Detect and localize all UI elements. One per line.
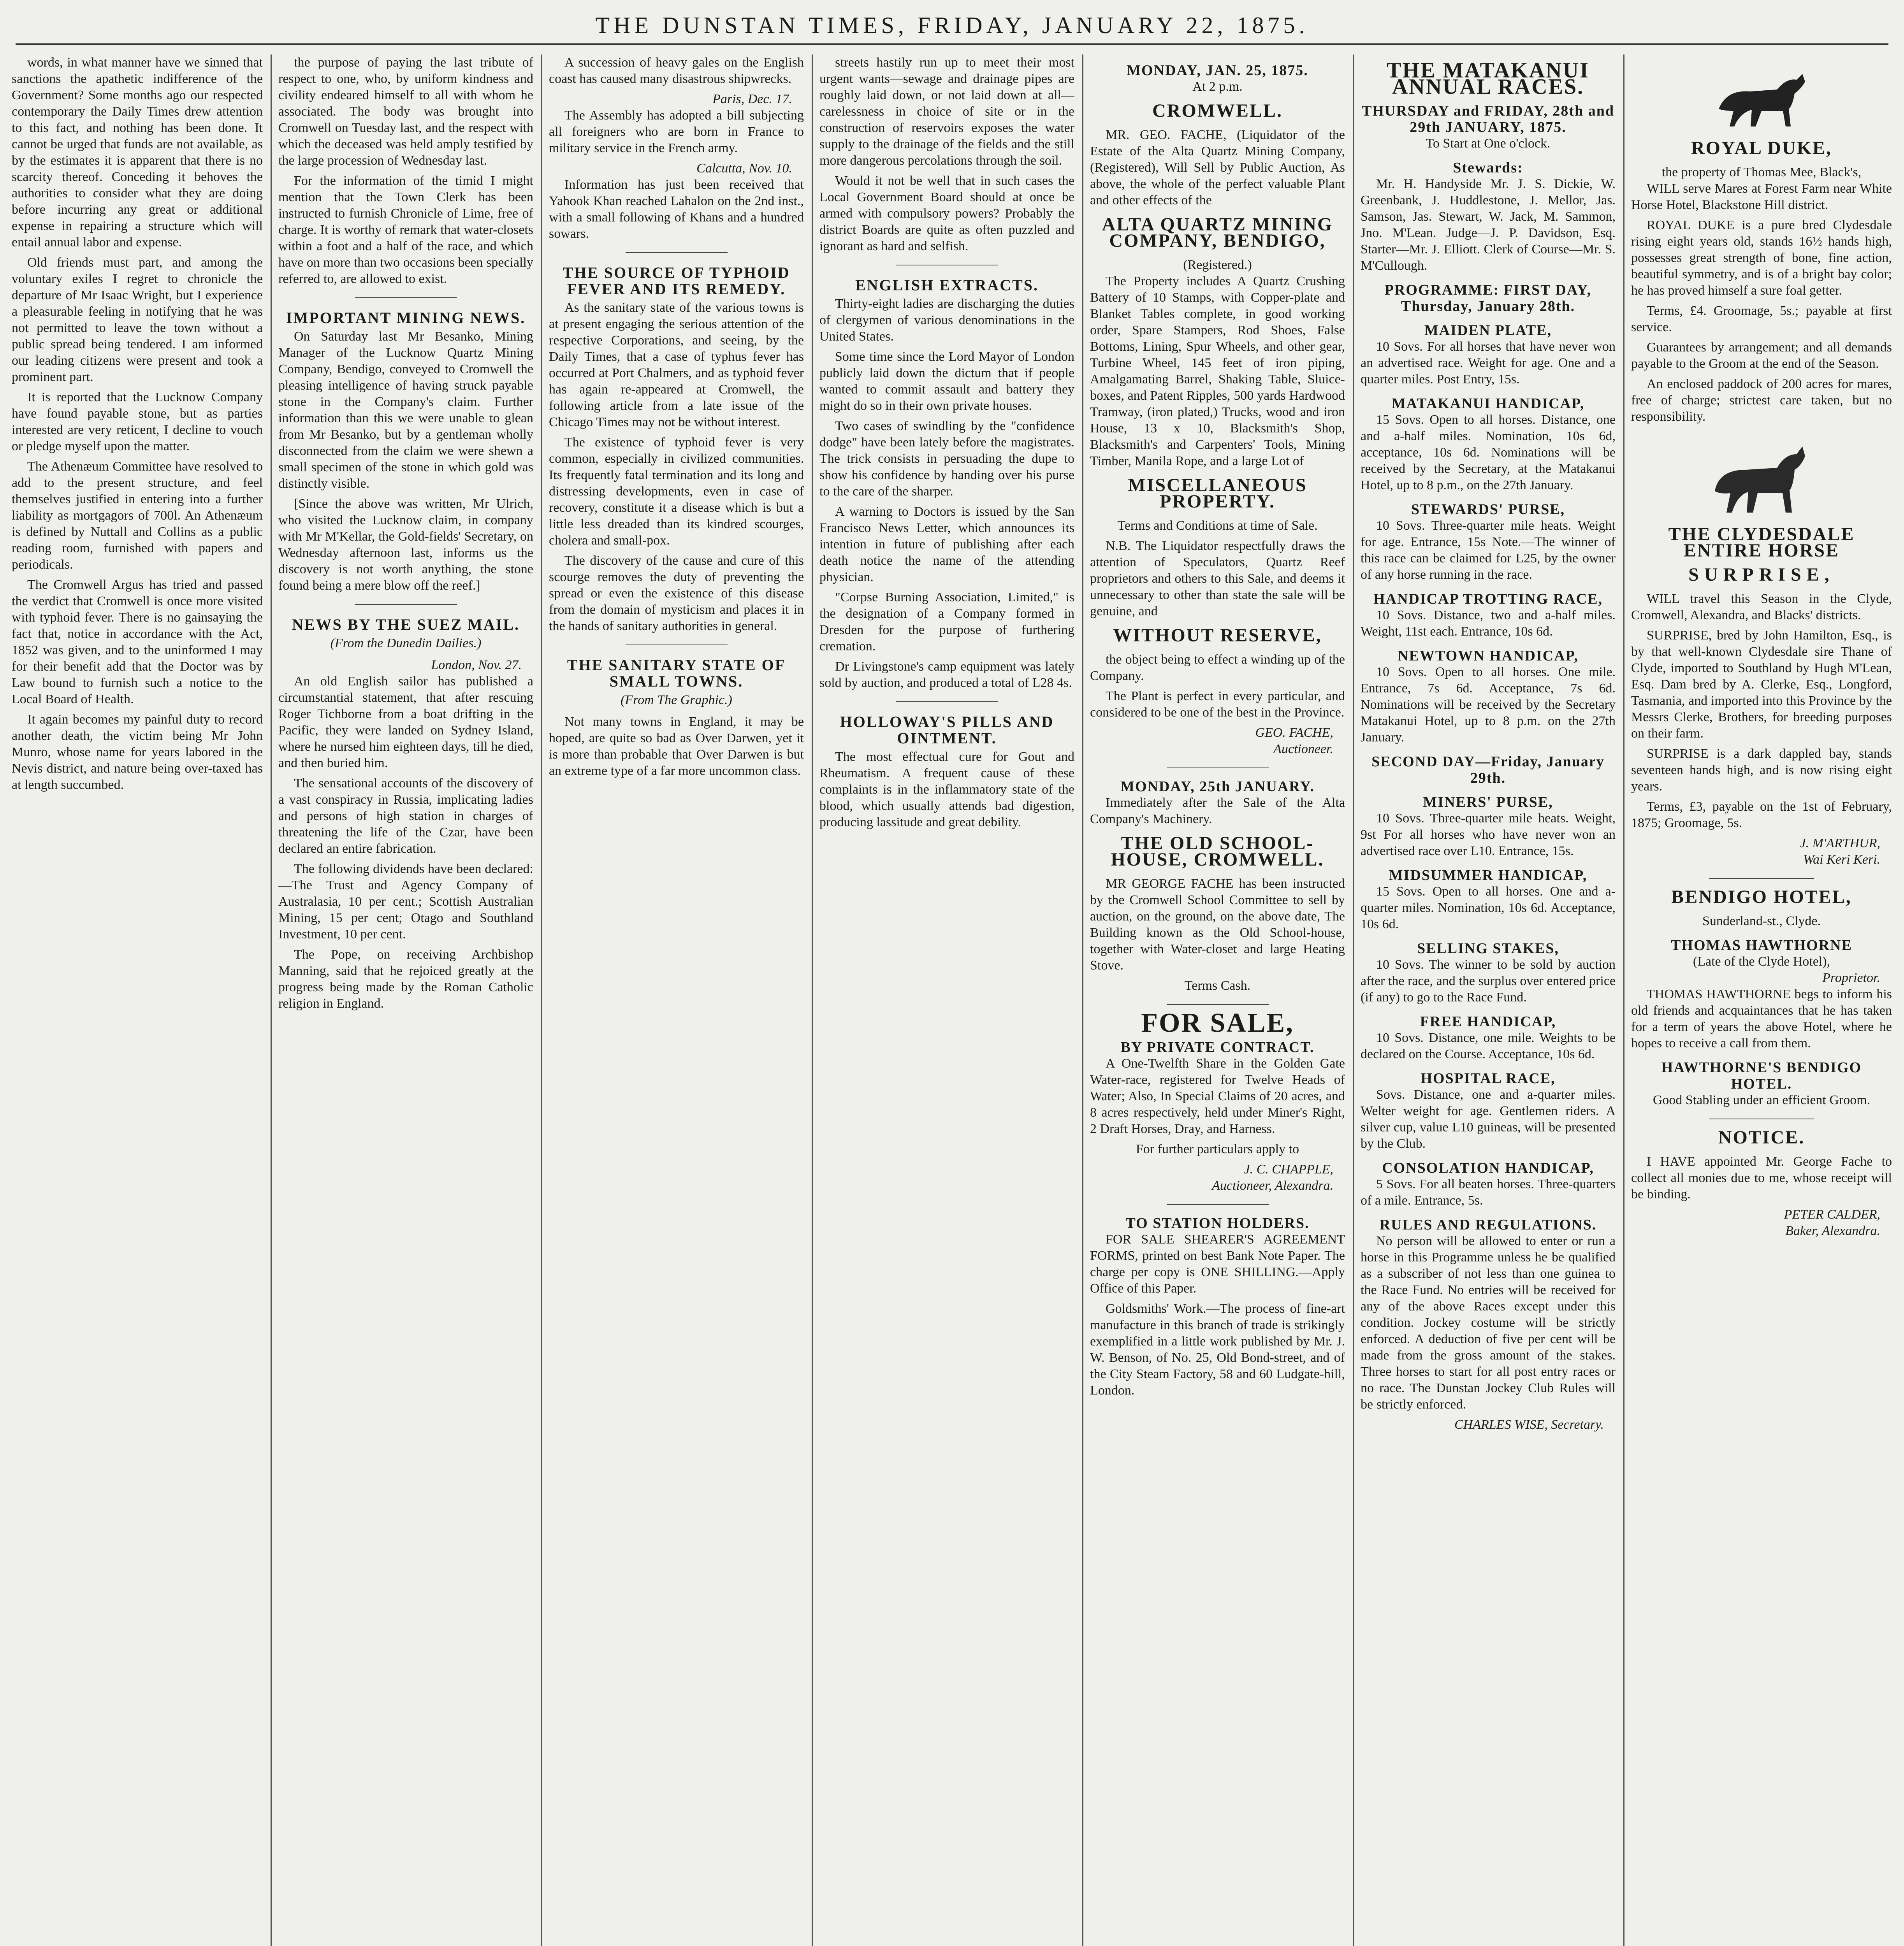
- programme-day: SECOND DAY—Friday, January 29th.: [1371, 753, 1605, 786]
- notice-title: NOTICE.: [1718, 1127, 1805, 1148]
- separator: [896, 701, 998, 702]
- ad-heading: TO STATION HOLDERS.: [1125, 1215, 1310, 1231]
- ad-signature: GEO. FACHE,: [1255, 725, 1333, 740]
- ad-text: the object being to effect a winding up of the Company.: [1090, 652, 1345, 683]
- ad-signature-title: Wai Keri Keri.: [1803, 852, 1880, 867]
- stallion-name: SURPRISE,: [1688, 564, 1835, 585]
- column-rule: [541, 54, 542, 1946]
- race-details: 10 Sovs. For all horses that have never won an advertised race. Weight for age. One and a quarter miles. Post Entry, 15s.: [1361, 339, 1616, 386]
- masthead-title: THE DUNSTAN TIMES, FRIDAY, JANUARY 22, 1875.: [595, 12, 1309, 38]
- horse-icon: [1699, 433, 1824, 518]
- column-5: [1090, 54, 1345, 1946]
- article-paragraph: Would it not be well that in such cases the Local Government Board should at once be armed with compulsory powers? Probably the district Boards are quite as often puzzled and ignorant as hard and selfish.: [819, 174, 1074, 253]
- proprietor-title: Proprietor.: [1822, 971, 1880, 985]
- article-subheading: (From the Dunedin Dailies.): [330, 636, 482, 650]
- ad-text: MR GEORGE FACHE has been instructed by the Cromwell School Committee to sell by auction, on the ground, on the above date, The Building known as the Old School-house, together with Water-closet and large Heating Stove.: [1090, 876, 1345, 973]
- ad-reserve: WITHOUT RESERVE,: [1113, 625, 1322, 646]
- separator: [1167, 1004, 1269, 1005]
- article-heading: HOLLOWAY'S PILLS AND OINTMENT.: [840, 713, 1054, 747]
- column-rule: [812, 54, 813, 1946]
- article-paragraph: The discovery of the cause and cure of this scourge removes the duty of preventing the spread or even the existence of this disease from the domain of mysticism and places it in the hands of sanitary authorities in general.: [549, 553, 804, 633]
- ad-text: MR. GEO. FACHE, (Liquidator of the Estate of the Alta Quartz Mining Company, (Registered), Will Sell by Public Auction, As above, the whole of the perfect valuable Plant and other effects of the: [1090, 128, 1345, 207]
- race-start: To Start at One o'clock.: [1426, 136, 1551, 151]
- column-rule: [271, 54, 272, 1946]
- ad-text: Guarantees by arrangement; and all demands payable to the Groom at the end of the Season.: [1631, 340, 1892, 371]
- race-details: 10 Sovs. Distance, two and a-half miles. Weight, 11st each. Entrance, 10s 6d.: [1361, 608, 1616, 639]
- ad-text: Good Stabling under an efficient Groom.: [1653, 1093, 1871, 1107]
- stewards-list: Mr. H. Handyside Mr. J. S. Dickie, W. Greenbank, J. Huddlestone, J. Mellor, Jas. Samson, Jas. Stewart, W. Jack, M. Sammon, Jno. M'Lean. Judge—J. P. Davidson, Esq. Starter—Mr. J. Elliott. Clerk of Course—Mr. S. M'Cullough.: [1361, 177, 1616, 273]
- race-name: MINERS' PURSE,: [1423, 794, 1553, 810]
- article-paragraph: The Cromwell Argus has tried and passed the verdict that Cromwell is once more visited with typhoid fever. There is no gainsaying the fact that, notice in accordance with the Act, 1852 was given, and to the uninformed I may for their benefit add that the Doctor was by Law bound to furnish such a notice to the Local Board of Health.: [12, 578, 263, 706]
- stallion-owner: the property of Thomas Mee, Black's,: [1661, 165, 1862, 179]
- secretary-signature: CHARLES WISE, Secretary.: [1454, 1417, 1604, 1432]
- race-details: 15 Sovs. Open to all horses. One and a-quarter miles. Nomination, 10s 6d. Acceptance, 10s 6d.: [1361, 884, 1616, 931]
- masthead: [16, 8, 1888, 45]
- ad-text: N.B. The Liquidator respectfully draws the attention of Speculators, Quartz Reef proprietors and others to this Sale, and deems it unnecessary to other than state the sale will be genuine, and: [1090, 539, 1345, 618]
- column-rule: [1623, 54, 1624, 1946]
- proprietor-name: THOMAS HAWTHORNE: [1671, 937, 1852, 954]
- ad-text: Terms, £4. Groomage, 5s.; payable at first service.: [1631, 304, 1892, 334]
- article-paragraph: Old friends must part, and among the voluntary exiles I regret to chronicle the departure of Mr Isaac Wright, but I experience a pleasurable feeling in notifying that he was not permitted to leave the town without a public spread being tendered. I am informed our leading citizens were present and took a prominent part.: [12, 255, 263, 384]
- ad-text: ROYAL DUKE is a pure bred Clydesdale rising eight years old, stands 16½ hands high, possesses great strength of bone, fine action, beautiful symmetry, and is of a bright bay color; he has proved himself a sure foal getter.: [1631, 218, 1892, 298]
- article-paragraph: [Since the above was written, Mr Ulrich, who visited the Lucknow claim, in company with Mr M'Kellar, the Gold-fields' Secretary, on Wednesday afternoon last, informs us the discovery is not worth anything, the stone found being a mere blow off the reef.]: [278, 497, 533, 593]
- race-details: 10 Sovs. Three-quarter mile heats. Weight, 9st For all horses who have never won an advertised race over L10. Entrance, 15s.: [1361, 811, 1616, 858]
- article-paragraph: As the sanitary state of the various towns is at present engaging the serious attention of the respective Corporations, and seeing, by the Daily Times, that a case of typhus fever has occurred at Port Chalmers, and as typhoid fever has again re-appeared at Cromwell, the following article from a late issue of the Chicago Times may not be without interest.: [549, 300, 804, 429]
- race-name: CONSOLATION HANDICAP,: [1382, 1160, 1594, 1176]
- ad-text: A One-Twelfth Share in the Golden Gate Water-race, registered for Twelve Heads of Water; Also, In Special Claims of 20 acres, and 8 acres respectively, held under Miner's Right, 2 Draft Horses, Dray, and Harness.: [1090, 1056, 1345, 1136]
- race-name: FREE HANDICAP,: [1420, 1013, 1556, 1030]
- column-7: [1631, 54, 1892, 1946]
- article-paragraph: A warning to Doctors is issued by the San Francisco News Letter, which announces its intention in future of publishing after each death notice the name of the attending physician.: [819, 504, 1074, 584]
- article-heading: THE SOURCE OF TYPHOID FEVER AND ITS REMEDY.: [563, 264, 790, 298]
- article-paragraph: The Assembly has adopted a bill subjecting all foreigners who are born in France to military service in the French army.: [549, 108, 804, 155]
- ad-time: At 2 p.m.: [1192, 79, 1243, 94]
- article-paragraph: The most effectual cure for Gout and Rheumatism. A frequent cause of these complaints is in the inflammatory state of the blood, which usually attends bad digestion, producing lassitude and great debility.: [819, 750, 1074, 829]
- programme-day: PROGRAMME: FIRST DAY, Thursday, January 28th.: [1384, 282, 1592, 314]
- article-paragraph: For the information of the timid I might mention that the Town Clerk has been instructed to furnish Chronicle of Lime, free of charge. It is worthy of remark that water-closets within a foot and a half of the race, and which have on more than two occasions been specially referred to, are allowed to exist.: [278, 174, 533, 286]
- separator: [355, 297, 457, 298]
- article-paragraph: Dr Livingstone's camp equipment was lately sold by auction, and produced a total of L28 4s.: [819, 659, 1074, 690]
- column-4: [819, 54, 1074, 1946]
- dateline: Paris, Dec. 17.: [712, 92, 792, 106]
- race-details: 10 Sovs. The winner to be sold by auction after the race, and the surplus over entered price (if any) to go to the Race Fund.: [1361, 957, 1616, 1005]
- ad-signature: J. C. CHAPPLE,: [1244, 1162, 1333, 1177]
- hotel-title: BENDIGO HOTEL,: [1671, 887, 1852, 907]
- stallion-title: ROYAL DUKE,: [1691, 138, 1832, 158]
- article-paragraph: The existence of typhoid fever is very common, especially in civilized communities. Its frequently fatal termination and its long and distressing developments, even in case of recovery, constitute it a disease which is but a little less dreaded than its kindred scourges, cholera and small-pox.: [549, 435, 804, 548]
- separator: [626, 252, 728, 253]
- race-name: NEWTOWN HANDICAP,: [1398, 648, 1579, 664]
- article-paragraph: Not many towns in England, it may be hoped, are quite so bad as Over Darwen, yet it is more than probable that Over Darwen is but an extreme type of a far more uncommon class.: [549, 715, 804, 778]
- stewards-heading: Stewards:: [1453, 160, 1523, 176]
- ad-text: The Plant is perfect in every particular, and considered to be one of the best in the Province.: [1090, 689, 1345, 720]
- ad-date: MONDAY, 25th JANUARY.: [1120, 778, 1315, 795]
- race-name: MIDSUMMER HANDICAP,: [1389, 867, 1588, 883]
- ad-subheading: BY PRIVATE CONTRACT.: [1120, 1039, 1315, 1056]
- ad-signature: J. M'ARTHUR,: [1800, 836, 1880, 850]
- race-name: MATAKANUI HANDICAP,: [1391, 395, 1585, 412]
- ad-text: An enclosed paddock of 200 acres for mares, free of charge; strictest care taken, but no responsibility.: [1631, 377, 1892, 424]
- race-details: 10 Sovs. Three-quarter mile heats. Weight for age. Entrance, 15s Note.—The winner of this race can be claimed for L25, by the owner of any horse running in the race.: [1361, 518, 1616, 582]
- article-paragraph: It is reported that the Lucknow Company have found payable stone, but as parties interested are very reticent, I decline to vouch or pledge myself upon the matter.: [12, 390, 263, 453]
- article-subheading: (From The Graphic.): [621, 693, 732, 707]
- article-paragraph: the purpose of paying the last tribute of respect to one, who, by uniform kindness and civility endeared himself to all with whom he associated. The body was brought into Cromwell on Tuesday last, and the respect with which the deceased was held amply testified by the large procession of Wednesday last.: [278, 55, 533, 168]
- ad-registered: (Registered.): [1183, 258, 1252, 272]
- separator: [1709, 878, 1814, 879]
- article-paragraph: The Pope, on receiving Archbishop Manning, said that he rejoiced greatly at the progress being made by the Roman Catholic religion in England.: [278, 947, 533, 1011]
- article-paragraph: An old English sailor has published a circumstantial statement, that after rescuing Roger Tichborne from a boat drifting in the Pacific, they were landed on Sydney Island, where he nursed him eighteen days, till he died, and then buried him.: [278, 674, 533, 770]
- article-paragraph: The Athenæum Committee have resolved to add to the present structure, and feel themselves justified in entering into a further liability as mortgagors of 700l. An Athenæum is defined by Nuttall and Collins as a public reading room, furnished with papers and periodicals.: [12, 459, 263, 572]
- rules-heading: RULES AND REGULATIONS.: [1379, 1217, 1597, 1233]
- column-2: [278, 54, 533, 1946]
- article-paragraph: On Saturday last Mr Besanko, Mining Manager of the Lucknow Quartz Mining Company, Bendigo, conveyed to Cromwell the pleasing intelligence of having struck payable stone in the Company's claim. Further information than this we were unable to glean from Mr Besanko, but by a gentleman wholly disconnected from the claim we were shewn a small specimen of the stone in which gold was distinctly visible.: [278, 329, 533, 491]
- column-rule: [1082, 54, 1083, 1946]
- hotel-address: Sunderland-st., Clyde.: [1702, 914, 1821, 928]
- stallion-title: THE CLYDESDALE ENTIRE HORSE: [1668, 524, 1855, 561]
- race-name: MAIDEN PLATE,: [1424, 322, 1552, 339]
- ad-text: THOMAS HAWTHORNE begs to inform his old friends and acquaintances that he has taken for a term of years the above Hotel, where he hopes to receive a call from them.: [1631, 987, 1892, 1050]
- ad-signature-title: Auctioneer, Alexandra.: [1212, 1178, 1333, 1193]
- race-name: STEWARDS' PURSE,: [1411, 501, 1565, 518]
- race-details: 10 Sovs. Open to all horses. One mile. Entrance, 7s 6d. Acceptance, 7s 6d. Nominations will be received by the Secretary Matakanui Hotel, up to 8 p.m. on the 27th January.: [1361, 665, 1616, 745]
- race-details: 15 Sovs. Open to all horses. Distance, one and a-half miles. Nomination, 10s 6d, acceptance, 10s 6d. Nominations will be received by the Secretary, at the Matakanui Hotel, up to 8 p.m., on the 27th January.: [1361, 413, 1616, 492]
- column-6: [1361, 54, 1616, 1946]
- horse-icon: [1703, 62, 1820, 132]
- article-paragraph: A succession of heavy gales on the English coast has caused many disastrous shipwrecks.: [549, 55, 804, 86]
- dateline: Calcutta, Nov. 10.: [696, 161, 792, 176]
- article-paragraph: streets hastily run up to meet their most urgent wants—sewage and drainage pipes are roughly laid down, or not laid down at all—carelessness in choice of site or in the construction of reservoirs exposes the water supply to the drainage of the fields and the still more dangerous percolations through the soil.: [819, 55, 1074, 168]
- ad-text: For further particulars apply to: [1136, 1142, 1299, 1156]
- race-details: 10 Sovs. Distance, one mile. Weights to be declared on the Course. Acceptance, 10s 6d.: [1361, 1031, 1616, 1061]
- ad-text: Immediately after the Sale of the Alta Company's Machinery.: [1090, 796, 1345, 826]
- ad-signature: PETER CALDER,: [1784, 1207, 1880, 1222]
- race-name: HANDICAP TROTTING RACE,: [1373, 591, 1603, 607]
- article-paragraph: The sensational accounts of the discovery of a vast conspiracy in Russia, implicating ladies and persons of high station in charges of threatening the life of the Czar, have been declared an entire fabrication.: [278, 776, 533, 856]
- article-paragraph: words, in what manner have we sinned that sanctions the apathetic indifference of the Government? Some months ago our respected contemporary the Daily Times drew attention to this fact, and nothing has been done. It cannot be urged that funds are not available, as by the estimates it is apparent that there is no scarcity thereof. Conceding it behoves the authorities to consider what they are doing before incurring any great or additional expense in repairing a structure which will entail annual labor and expense.: [12, 55, 263, 249]
- ad-heading: FOR SALE,: [1141, 1008, 1294, 1038]
- ad-misc: MISCELLANEOUS PROPERTY.: [1128, 475, 1307, 512]
- ad-text: WILL travel this Season in the Clyde, Cromwell, Alexandra, and Blacks' districts.: [1631, 592, 1892, 622]
- separator: [355, 604, 457, 605]
- ad-text: The Property includes A Quartz Crushing Battery of 10 Stamps, with Copper-plate and Blanket Tables complete, in good working order, Spare Stampers, Rod Shoes, False Bottoms, Lining, Spur Wheels, and other gear, Turbine Wheel, 145 feet of iron piping, Amalgamating Barrel, Shaking Table, Sluice-boxes, and Patent Ripples, 500 yards Hardwood Tramway, (iron plated,) Trucks, wood and iron House, 13 x 10, Blacksmith's Shop, Blacksmith's and Carpenters' Tools, Mining Timber, Manila Rope, and a large Lot of: [1090, 274, 1345, 468]
- race-details: 5 Sovs. For all beaten horses. Three-quarters of a mile. Entrance, 5s.: [1361, 1177, 1616, 1208]
- column-rule: [1353, 54, 1354, 1946]
- ad-text: WILL serve Mares at Forest Farm near White Horse Hotel, Blackstone Hill district.: [1631, 181, 1892, 212]
- column-1: [12, 54, 263, 1946]
- article-paragraph: The following dividends have been declared:—The Trust and Agency Company of Australasia, 10 per cent.; Scottish Australian Mining, 15 per cent; Otago and Southland Investment, 10 per cent.: [278, 862, 533, 941]
- article-paragraph: Thirty-eight ladies are discharging the duties of clergymen of various denominations in the United States.: [819, 297, 1074, 344]
- ad-text: Terms, £3, payable on the 1st of February, 1875; Groomage, 5s.: [1631, 799, 1892, 830]
- column-3: [549, 54, 804, 1946]
- race-meeting-title: THE MATAKANUI ANNUAL RACES.: [1387, 58, 1589, 99]
- hotel-name: HAWTHORNE'S BENDIGO HOTEL.: [1661, 1059, 1862, 1092]
- ad-date: MONDAY, JAN. 25, 1875.: [1127, 62, 1308, 79]
- article-heading: THE SANITARY STATE OF SMALL TOWNS.: [567, 656, 786, 690]
- ad-heading: THE OLD SCHOOL-HOUSE, CROMWELL.: [1111, 833, 1324, 870]
- separator: [1167, 1204, 1269, 1205]
- ad-text: SURPRISE, bred by John Hamilton, Esq., is by that well-known Clydesdale sire Thane of Clyde, imported to Southland by Hugh M'Lean, Esq. Dam bred by A. Clerke, Esq., Longford, Tasmania, and imported into this Province by the Messrs Clerke, Brothers, for breeding purposes on their farm.: [1631, 628, 1892, 741]
- race-dates: THURSDAY and FRIDAY, 28th and 29th JANUARY, 1875.: [1362, 103, 1614, 135]
- dateline: London, Nov. 27.: [431, 658, 522, 672]
- article-paragraph: Two cases of swindling by the "confidence dodge" have been lately before the magistrates. The trick consists in persuading the dupe to show his confidence by handing over his purse to the care of the sharper.: [819, 419, 1074, 499]
- rules-text: No person will be allowed to enter or run a horse in this Programme unless he be qualified as a subscriber of not less than one guinea to the Race Fund. No entries will be received for any of the above Races except under this condition. Jockey costume will be strictly enforced. A deduction of five per cent will be made from the gross amount of the stakes. Three horses to start for all post entry races or no race. The Dunstan Jockey Club Rules will be strictly enforced.: [1361, 1234, 1616, 1412]
- race-name: SELLING STAKES,: [1417, 940, 1559, 957]
- ad-text: Goldsmiths' Work.—The process of fine-art manufacture in this branch of trade is strikingly exemplified in a little work published by Mr. J. W. Benson, of No. 25, Old Bond-street, and of the City Steam Factory, 58 and 60 Ludgate-hill, London.: [1090, 1301, 1345, 1398]
- article-paragraph: Some time since the Lord Mayor of London publicly laid down the dictum that if people wanted to commit assault and battery they might do so in their own private houses.: [819, 350, 1074, 413]
- ad-place: CROMWELL.: [1152, 100, 1283, 121]
- ad-company: ALTA QUARTZ MINING COMPANY, BENDIGO,: [1102, 214, 1333, 251]
- race-name: HOSPITAL RACE,: [1421, 1070, 1556, 1087]
- ad-text: SURPRISE is a dark dappled bay, stands seventeen hands high, and is now rising eight years.: [1631, 746, 1892, 794]
- ad-signature-title: Auctioneer.: [1273, 742, 1333, 756]
- proprietor-note: (Late of the Clyde Hotel),: [1693, 954, 1830, 969]
- ad-text: Terms and Conditions at time of Sale.: [1117, 518, 1318, 533]
- ad-terms: Terms Cash.: [1184, 978, 1251, 993]
- article-paragraph: Information has just been received that Yahook Khan reached Lahalon on the 2nd inst., with a small following of Khans and a hundred sowars.: [549, 177, 804, 241]
- article-heading: IMPORTANT MINING NEWS.: [286, 309, 526, 327]
- article-heading: NEWS BY THE SUEZ MAIL.: [292, 616, 520, 633]
- article-heading: ENGLISH EXTRACTS.: [855, 276, 1039, 294]
- ad-text: I HAVE appointed Mr. George Fache to collect all monies due to me, whose receipt will be binding.: [1631, 1154, 1892, 1201]
- article-paragraph: It again becomes my painful duty to record another death, the victim being Mr John Munro, whose name for years labored in the Nevis district, and nature being over-taxed has at length succumbed.: [12, 712, 263, 792]
- ad-signature-title: Baker, Alexandra.: [1785, 1224, 1880, 1238]
- race-details: Sovs. Distance, one and a-quarter miles. Welter weight for age. Gentlemen riders. A silver cup, value L10 guineas, will be presented by the Club.: [1361, 1087, 1616, 1151]
- ad-text: FOR SALE SHEARER'S AGREEMENT FORMS, printed on best Bank Note Paper. The charge per copy is ONE SHILLING.—Apply Office of this Paper.: [1090, 1232, 1345, 1296]
- article-paragraph: "Corpse Burning Association, Limited," is the designation of a Company formed in Dresden for the purpose of furthering cremation.: [819, 590, 1074, 653]
